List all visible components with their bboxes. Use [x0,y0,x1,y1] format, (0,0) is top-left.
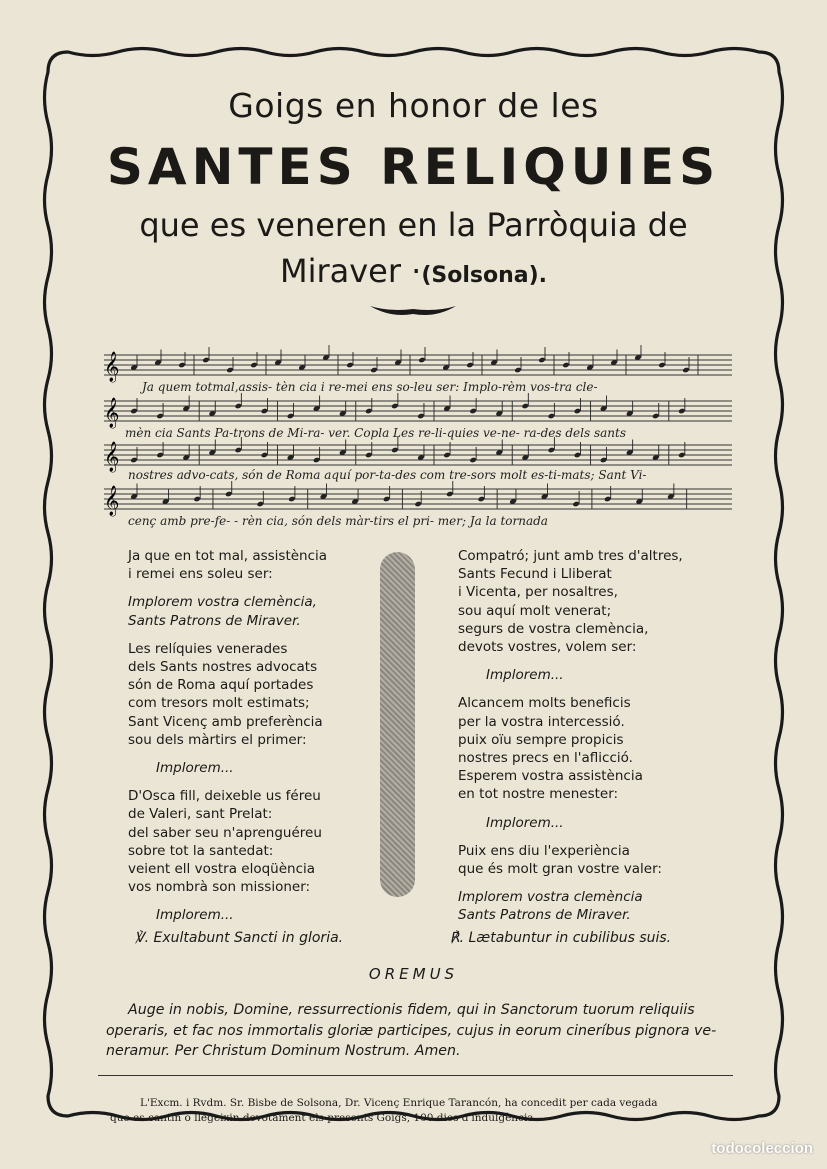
title-line-1: Goigs en honor de les [228,86,599,125]
verse-line: i Vicenta, per nosaltres, [458,584,618,601]
title-line-3: que es veneren en la Parròquia de [139,206,688,244]
watermark-logo: todocoleccion [711,1140,813,1157]
versicle: ℣. Exultabunt Sancti in gloria. [135,930,344,946]
oremus-heading: OREMUS [368,965,459,983]
verse-line: Esperem vostra assistència [458,768,643,785]
sheet-music [100,345,740,535]
verse-line: Sant Vicenç amb preferència [128,713,323,730]
music-lyric-2: mèn cia Sants Pa-trons de Mi-ra- ver. Copla Les re-li-quies ve-ne- ra-des dels sants [125,426,626,440]
prayer-line: operaris, et fac nos immortalis gloriæ participes, cujus in eorum cineríbus pignora ve- [106,1022,717,1039]
verse-line: D'Osca fill, deixeble us féreu [128,788,321,805]
horizontal-rule [98,1075,733,1076]
prayer-line: Auge in nobis, Domine, ressurrectionis fidem, qui in Sanctorum tuorum reliquiis [128,1002,695,1018]
verse-line: vos nombrà son missioner: [128,879,311,896]
verse-line: Implorem... [156,760,234,777]
prayer-text [106,1000,738,1062]
verse-line: del saber seu n'aprenguéreu [128,824,322,841]
stanza [458,694,708,803]
stanza [128,593,368,629]
indulgence-note [110,1096,735,1126]
prayer-line: neramur. Per Christum Dominum Nostrum. Amen. [106,1043,461,1059]
verse-line: dels Sants nostres advocats [128,659,318,676]
title-place: Miraver [279,252,401,290]
treble-clef-icon: 𝄞 [104,352,120,382]
ornament-divider-icon [368,300,458,322]
indulgence-line: que es cantin o llegeixin devotament els presents Goigs, 100 dies d'indulgència. [110,1112,537,1124]
stanza [458,814,708,832]
stanza [128,547,368,583]
verse-line: Les relíquies venerades [128,640,288,657]
verse-line: Implorem vostra clemència [458,889,643,906]
stanza [458,666,708,684]
verses-left-column [128,547,368,935]
title-dot-icon: · [411,252,422,290]
verse-line: sou dels màrtirs el primer: [128,731,307,748]
verse-line: Alcancem molts beneficis [458,695,631,712]
title-diocese: (Solsona). [421,263,548,288]
verse-line: per la vostra intercessió. [458,713,625,730]
stanza [128,640,368,749]
verse-line: Sants Patrons de Miraver. [128,612,301,629]
verse-line: Sants Fecund i Lliberat [458,566,612,583]
verse-line: segurs de vostra clemència, [458,620,649,637]
music-lyric-1: Ja quem totmal,assis- tèn cia i re-mei ens so-leu ser: Implo-rèm vos-tra cle- [142,380,598,394]
verse-line: de Valeri, sant Prelat: [128,806,273,823]
treble-clef-icon: 𝄞 [104,398,120,428]
verse-line: Implorem... [156,907,234,924]
verse-line: com tresors molt estimats; [128,695,310,712]
verse-line: veient ell vostra eloqüència [128,861,316,878]
verse-line: en tot nostre menester: [458,786,619,803]
verse-line: devots vostres, volem ser: [458,639,637,656]
verse-line: Implorem... [486,814,564,831]
stanza [128,787,368,896]
response: ℟. Lætabuntur in cubilibus suis. [450,930,672,946]
verse-line: Implorem... [486,667,564,684]
stanza [458,547,708,656]
verse-line: sobre tot la santedat: [128,842,274,859]
verse-line: són de Roma aquí portades [128,677,314,694]
title-main: SANTES RELIQUIES [106,138,721,196]
verse-line: Puix ens diu l'experiència [458,842,630,859]
column-divider-bar [380,552,415,897]
verse-line: puix oïu sempre propicis [458,731,624,748]
treble-clef-icon: 𝄞 [104,442,120,472]
stanza [458,842,708,878]
music-lyric-4: cenç amb pre-fe- - rèn cia, són dels màr-tirs el pri- mer; Ja la tornada [128,514,548,528]
music-lyric-3: nostres advo-cats, són de Roma aquí por-ta-des com tre-sors molt es-ti-mats; Sant Vi- [128,468,647,482]
verse-line: que és molt gran vostre valer: [458,861,662,878]
verses-right-column [458,547,708,935]
stanza [128,759,368,777]
verse-line: sou aquí molt venerat; [458,602,612,619]
stanza [128,906,368,924]
stanza [458,888,708,924]
verse-line: nostres precs en l'aflicció. [458,750,633,767]
indulgence-line: L'Excm. i Rvdm. Sr. Bisbe de Solsona, Dr. Vicenç Enrique Tarancón, ha concedit per cada vegada [140,1097,658,1109]
verse-line: Ja que en tot mal, assistència [128,548,328,564]
title-line-4 [0,252,827,290]
verse-line: Sants Patrons de Miraver. [458,907,631,924]
verse-line: Compatró; junt amb tres d'altres, [458,548,683,564]
treble-clef-icon: 𝄞 [104,486,120,516]
verse-line: i remei ens soleu ser: [128,566,273,583]
verse-line: Implorem vostra clemència, [128,594,317,611]
